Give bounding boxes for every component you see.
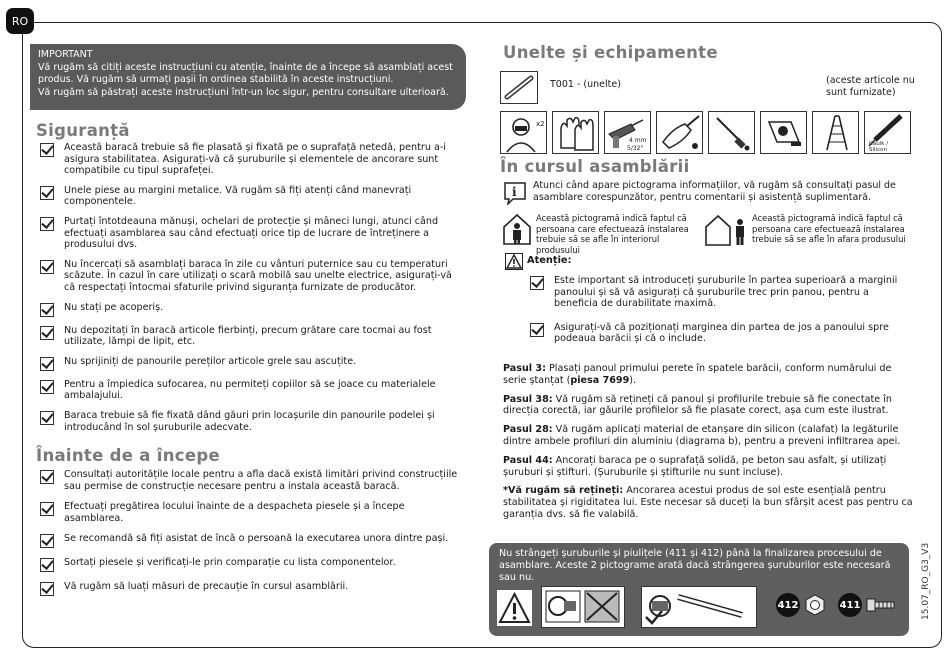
list-item: Consultați autoritățile locale pentru a afla dacă există limitări privind construcțiile sau permise de construcție necesare pentru a instala această baracă. [40, 469, 460, 492]
list-item: Această baracă trebuie să fie plasată și fixată pe o suprafață netedă, pentru a-i asigura stabilitatea. Asigurați-vă că șuruburile și elementele de ancorare sunt compatibile cu tipul suprafeței. [40, 142, 460, 177]
attention-label: Atenție: [527, 255, 572, 266]
tape-measure-icon [760, 111, 807, 154]
drill-icon [604, 111, 651, 154]
tool-bar-icon [500, 71, 538, 104]
checkbox-checked-icon [40, 411, 54, 425]
checkbox-checked-icon [40, 260, 54, 274]
svg-text:Silicon: Silicon [869, 147, 887, 153]
svg-text:i: i [512, 185, 517, 199]
attention-list [530, 275, 912, 351]
before-list [40, 469, 460, 605]
step-item: Pasul 38: Vă rugăm să rețineți că panoul și profilurile trebuie să fie conectate în direcția corectă, iar găurile profilelor să fie plasate corect, așa cum este ilustrat. [503, 393, 892, 417]
part-411-badge: 411 [838, 593, 862, 617]
checkbox-checked-icon [40, 470, 54, 484]
info-icon [503, 181, 527, 203]
step-item: Pasul 3: Plasați panoul primului perete în spatele barăcii, conform numărului de serie ștanțat (piesa 7699). [503, 363, 892, 386]
info-text: Atunci când apare pictograma informațiilor, vă rugăm să consultați pasul de asamblare corespunzător, pentru comentarii și asistență suplimentară. [533, 180, 896, 203]
document-code: 15.07_RO_G3_V3 [921, 542, 931, 620]
warning-triangle-icon [497, 590, 532, 626]
mask-person-icon [500, 111, 547, 154]
tool-code: T001 - (unelte) [550, 79, 621, 90]
bolt-icon [866, 595, 896, 615]
ladder-icon [812, 111, 859, 154]
checkbox-checked-icon [40, 357, 54, 371]
checkbox-checked-icon [530, 276, 544, 290]
inside-text: Această pictogramă indică faptul că persoana care efectuează instalarea trebuie să se afle în interiorul produsului [536, 213, 689, 255]
checkbox-checked-icon [40, 534, 54, 548]
list-item: Baraca trebuie să fie fixată dând găuri prin locașurile din panourile podelei și introducând în sol șuruburile adecvate. [40, 410, 460, 433]
list-item: Nu stați pe acoperiș. [40, 302, 460, 317]
step-item: Pasul 44: Ancorați baraca pe o suprafață solidă, pe beton sau asfalt, și utilizați șuruburi și știfturi. (Șuruburile și știfturile nu sunt incluse). [503, 454, 887, 478]
step-item: *Vă rugăm să rețineți: Ancorarea acestui produs de sol este esențială pentru stabilitatea și rigiditatea lui. Este necesar să duceți la bun sfârșit acest pas pentru ca garanția dvs. să fie valabilă. [503, 485, 913, 520]
important-line: Vă rugăm să păstrați aceste instrucțiuni într-un loc sigur, pentru consultare ulterioară. [38, 86, 449, 98]
checkbox-checked-icon [40, 143, 54, 157]
list-item: Unele piese au margini metalice. Vă rugăm să fiți atenți când manevrați componentele. [40, 185, 460, 208]
list-item: Vă rugăm să luați măsuri de precauție în cursul asamblării. [40, 581, 460, 596]
outside-text: Această pictogramă indică faptul că persoana care efectuează instalarea trebuie să se afle în afara produsului [752, 213, 906, 245]
checkbox-checked-icon [40, 582, 54, 596]
safety-list [40, 142, 460, 441]
outside-house-icon [704, 213, 748, 247]
list-item: Nu încercați să asamblați baraca în zile cu vânturi puternice sau cu temperaturi scăzute. În cazul în care utilizați o scară mobilă sau unelte electrice, asigurați-vă că respectați întocmai sfaturile privind siguranța furnizate de producător. [40, 259, 460, 294]
checkbox-checked-icon [40, 186, 54, 200]
list-item: Nu depozitați în baracă articole fierbinți, precum grătare care tocmai au fost utilizate, lămpi de lipit, etc. [40, 325, 460, 348]
nut-icon [804, 594, 826, 616]
steps-block [503, 363, 913, 528]
list-item: Pentru a împiedica sufocarea, nu permiteți copiilor să se joace cu materialele ambalajului. [40, 379, 460, 402]
svg-text:x2: x2 [536, 120, 545, 128]
checkbox-checked-icon [40, 217, 54, 231]
tighten-bolt-icon [641, 586, 757, 628]
safety-title: Siguranță [36, 121, 130, 140]
loose-bolt-icon [541, 586, 625, 628]
list-item: Efectuați pregătirea locului înainte de a despacheta piesele și a începe asamblarea. [40, 501, 460, 524]
not-supplied-note: (aceste articole nu sunt furnizate) [826, 75, 915, 98]
bolt-panel-text: Nu strângeți șuruburile și piulițele (411 și 412) până la finalizarea procesului de asamblare. Aceste 2 pictograme arată dacă strângerea șuruburilor este necesară sau nu. [499, 548, 891, 583]
important-line: produs. Vă rugăm să urmați pașii în ordinea stabilită în aceste instrucțiuni. [38, 74, 394, 85]
checkbox-checked-icon [40, 380, 54, 394]
checkbox-checked-icon [40, 303, 54, 317]
checkbox-checked-icon [40, 326, 54, 340]
svg-text:5/32": 5/32" [627, 145, 644, 152]
important-line: Vă rugăm să citiți aceste instrucțiuni cu atenție, înainte de a începe să asamblați acest [38, 61, 453, 73]
tools-title: Unelte și echipamente [503, 43, 718, 62]
before-title: Înainte de a începe [36, 446, 220, 465]
part-412-badge: 412 [776, 593, 800, 617]
list-item: Nu sprijiniți de panourile pereților articole grele sau ascuțite. [40, 356, 460, 371]
screwdriver-thin-icon [708, 111, 755, 154]
checkbox-checked-icon [40, 558, 54, 572]
important-heading: IMPORTANT [38, 49, 93, 60]
step-item: Pasul 28: Vă rugăm aplicați material de etanșare din silicon (calafat) la legăturile dintre ambele profiluri din aluminiu (diagrama b), pentru a preveni infiltrarea apei. [503, 424, 901, 447]
assembly-title: În cursul asamblării [500, 157, 690, 176]
list-item: Este important să introduceți șuruburile în partea superioară a marginii panoului și să vă asigurați că șuruburile trec prin panou, pentru a beneficia de durabilitate maximă. [530, 275, 912, 310]
language-badge: RO [6, 8, 34, 34]
list-item: Asigurați-vă că poziționați marginea din partea de jos a panoului spre podeaua barăcii și că o include. [530, 322, 912, 345]
caulk-gun-icon [864, 111, 911, 154]
svg-text:Caulk /: Caulk / [869, 141, 889, 147]
checkbox-checked-icon [40, 502, 54, 516]
screwdriver-icon [656, 111, 703, 154]
checkbox-checked-icon [530, 323, 544, 337]
list-item: Se recomandă să fiți asistat de încă o persoană la executarea unora dintre pași. [40, 533, 460, 548]
list-item: Sortați piesele și verificați-le prin comparație cu lista componentelor. [40, 557, 460, 572]
inside-house-icon [502, 213, 532, 245]
list-item: Purtați întotdeauna mănuși, ochelari de protecție și mâneci lungi, atunci când efectuați asamblarea sau când efectuați orice tip de lucrare de întreținere a produsului dvs. [40, 216, 460, 251]
svg-text:4 mm: 4 mm [629, 137, 647, 144]
important-notice [30, 44, 466, 110]
gloves-icon [552, 111, 599, 154]
warning-triangle-icon [505, 253, 523, 270]
